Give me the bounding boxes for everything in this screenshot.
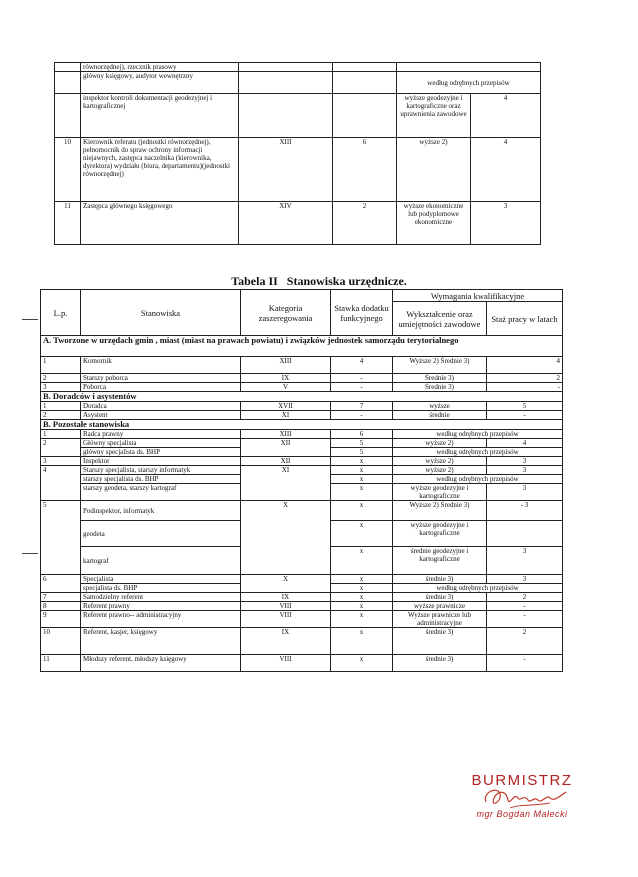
- seniority-cell: [487, 521, 563, 547]
- allowance-cell: x: [331, 521, 393, 547]
- lp-cell: 9: [41, 611, 81, 628]
- table-row: [41, 611, 563, 628]
- category-cell: IX: [241, 628, 331, 655]
- lp-cell: [55, 63, 81, 72]
- allowance-cell: 2: [333, 202, 397, 245]
- table-row: [55, 138, 541, 202]
- allowance-cell: x: [331, 655, 393, 672]
- table-row: [41, 602, 563, 611]
- position-cell: Referent, kasjer, księgowy: [81, 628, 241, 655]
- seniority-cell: 2: [487, 374, 563, 383]
- allowance-cell: x: [331, 584, 393, 593]
- margin-mark: [22, 319, 38, 320]
- section-row: [41, 336, 563, 357]
- category-cell: VIII: [241, 602, 331, 611]
- seniority-cell: 3: [487, 466, 563, 475]
- position-cell: Specjalista: [81, 575, 241, 584]
- seniority-cell: -: [487, 602, 563, 611]
- lp-cell: 11: [55, 202, 81, 245]
- position-cell: Radca prawny: [81, 430, 241, 439]
- table-row: [41, 383, 563, 392]
- section-b-label: B. Doradców i asystentów: [41, 392, 563, 402]
- seniority-cell: -: [487, 383, 563, 392]
- education-header: Wykształcenie oraz umiejętności zawodowe: [393, 302, 487, 336]
- allowance-cell: 4: [331, 357, 393, 374]
- lp-cell: 11: [41, 655, 81, 672]
- signatory-name: mgr Bogdan Małecki: [476, 809, 568, 819]
- allowance-cell: x: [331, 628, 393, 655]
- allowance-cell: x: [331, 547, 393, 575]
- position-cell: Poborca: [81, 383, 241, 392]
- category-cell: IX: [241, 374, 331, 383]
- seniority-cell: 2: [487, 628, 563, 655]
- table-row: [41, 402, 563, 411]
- table-row: [41, 411, 563, 420]
- table-row: [41, 466, 563, 475]
- education-cell: wyższe: [393, 402, 487, 411]
- position-cell: Kierownik referatu (jednostki równorzędnej), pełnomocnik do spraw ochrony informacji niejawnych, zastępca naczelnika (kierownika, dyrektora) wydziału (biura, departamentu)(jednostki równorzędnej): [81, 138, 239, 202]
- allowance-cell: 5: [331, 439, 393, 448]
- category-cell: X: [241, 501, 331, 575]
- continuation-table: [54, 62, 541, 245]
- table-row: [41, 430, 563, 439]
- positions-table: [40, 289, 563, 672]
- lp-cell: 1: [41, 402, 81, 411]
- seniority-cell: - 3: [487, 501, 563, 521]
- allowance-cell: -: [331, 383, 393, 392]
- allowance-cell: 6: [333, 138, 397, 202]
- allowance-header: Stawka dodatku funkcyjnego: [331, 290, 393, 336]
- education-cell: średnie 3): [393, 655, 487, 672]
- lp-cell: 5: [41, 501, 81, 575]
- education-cell: średnie 3): [393, 593, 487, 602]
- table-row: [41, 593, 563, 602]
- education-cell: średnie 3): [393, 628, 487, 655]
- lp-cell: 1: [41, 430, 81, 439]
- category-cell: X: [241, 575, 331, 593]
- category-cell: XVII: [241, 402, 331, 411]
- table-row: [41, 357, 563, 374]
- seniority-cell: 3: [487, 457, 563, 466]
- table-row: [41, 628, 563, 655]
- allowance-cell: 6: [331, 430, 393, 439]
- lp-cell: 2: [41, 439, 81, 457]
- lp-cell: 4: [41, 466, 81, 501]
- position-cell: główny specjalista ds. BHP: [81, 448, 241, 457]
- table-row: [55, 202, 541, 245]
- table-row: [41, 374, 563, 383]
- seniority-cell: -: [487, 411, 563, 420]
- education-cell: wyższe geodezyjne i kartograficzne: [393, 484, 487, 501]
- position-cell: główny księgowy, audytor wewnętrzny: [81, 72, 239, 94]
- position-cell: Młodszy referent, młodszy księgowy: [81, 655, 241, 672]
- allowance-cell: x: [331, 466, 393, 475]
- category-cell: XIII: [239, 138, 333, 202]
- header-row: [41, 290, 563, 302]
- category-cell: XI: [241, 411, 331, 420]
- position-cell: Starszy specjalista, starszy informatyk: [81, 466, 241, 475]
- education-cell: wyższe ekonomiczne lub podyplomowe ekonomiczne: [397, 202, 471, 245]
- lp-cell: 2: [41, 411, 81, 420]
- section-row: [41, 420, 563, 430]
- allowance-cell: x: [331, 484, 393, 501]
- allowance-cell: x: [331, 602, 393, 611]
- lp-cell: 1: [41, 357, 81, 374]
- position-cell: inspektor kontroli dokumentacji geodezyjnej i kartograficznej: [81, 94, 239, 138]
- seniority-cell: 5: [487, 402, 563, 411]
- position-cell: Zastępca głównego księgowego: [81, 202, 239, 245]
- education-cell: wyższe 2): [393, 439, 487, 448]
- margin-mark: [22, 553, 38, 554]
- category-cell: XII: [241, 439, 331, 457]
- position-cell: starszy specjalista ds. BHP: [81, 475, 241, 484]
- category-cell: IX: [241, 593, 331, 602]
- seniority-cell: 3: [487, 575, 563, 584]
- education-cell: średnie: [393, 411, 487, 420]
- table-row: [55, 72, 541, 94]
- seniority-cell: 3: [471, 202, 541, 245]
- education-cell: Średnie 3): [393, 374, 487, 383]
- lp-cell: 7: [41, 593, 81, 602]
- category-cell: XII: [241, 457, 331, 466]
- education-cell: Wyższe 2) Średnie 3): [393, 357, 487, 374]
- position-cell: Asystent: [81, 411, 241, 420]
- category-cell: XIII: [241, 357, 331, 374]
- stamp-title: BURMISTRZ: [471, 772, 573, 789]
- position-cell: specjalista ds. BHP: [81, 584, 241, 593]
- position-cell: Referent prawno-- administracyjny: [81, 611, 241, 628]
- seniority-cell: 3: [487, 484, 563, 501]
- education-cell: wyższe geodezyjne i kartograficzne oraz uprawnienia zawodowe: [397, 94, 471, 138]
- table-row: [41, 575, 563, 584]
- education-cell: według odrębnych przepisów: [393, 430, 563, 439]
- section-row: [41, 392, 563, 402]
- education-cell: według odrębnych przepisów: [393, 475, 563, 484]
- category-cell: VIII: [241, 655, 331, 672]
- education-cell: średnie 3): [393, 575, 487, 584]
- allowance-cell: x: [331, 457, 393, 466]
- education-cell: Wyższe 2) Średnie 3): [393, 501, 487, 521]
- table-row: [41, 501, 563, 521]
- position-cell: Starszy poborca: [81, 374, 241, 383]
- position-cell: Główny specjalista: [81, 439, 241, 448]
- seniority-cell: 2: [487, 593, 563, 602]
- lp-cell: 3: [41, 383, 81, 392]
- table-row: [41, 439, 563, 448]
- education-cell: według odrębnych przepisów: [393, 448, 563, 457]
- education-cell: wyższe 2): [397, 138, 471, 202]
- category-cell: XIII: [241, 430, 331, 439]
- seniority-cell: 4: [487, 357, 563, 374]
- table-row: [55, 94, 541, 138]
- table-row: [55, 63, 541, 72]
- education-cell: Wyższe prawnicze lub administracyjne: [393, 611, 487, 628]
- category-header: Kategoria zaszeregowania: [241, 290, 331, 336]
- education-cell: wyższe geodezyjne i kartograficzne: [393, 521, 487, 547]
- lp-header: L.p.: [41, 290, 81, 336]
- allowance-cell: x: [331, 475, 393, 484]
- position-cell: Podinspektor, informatyk: [81, 501, 241, 521]
- table-row: [41, 655, 563, 672]
- position-cell: geodeta: [81, 521, 241, 547]
- signature-stamp: [462, 772, 582, 819]
- lp-cell: 3: [41, 457, 81, 466]
- allowance-cell: x: [331, 575, 393, 584]
- education-cell: wyższe prawnicze: [393, 602, 487, 611]
- lp-cell: 8: [41, 602, 81, 611]
- allowance-cell: 5: [331, 448, 393, 457]
- education-cell: średnie geodezyjne i kartograficzne: [393, 547, 487, 575]
- education-cell: Średnie 3): [393, 383, 487, 392]
- handwritten-signature: [480, 784, 570, 812]
- seniority-header: Staż pracy w latach: [487, 302, 563, 336]
- education-cell: według odrębnych przepisów: [397, 72, 541, 94]
- lp-cell: 10: [41, 628, 81, 655]
- education-cell: według odrębnych przepisów: [393, 584, 563, 593]
- category-cell: V: [241, 383, 331, 392]
- position-cell: kartograf: [81, 547, 241, 575]
- position-cell: Komornik: [81, 357, 241, 374]
- education-cell: wyższe 2): [393, 466, 487, 475]
- section-c-label: B. Pozostałe stanowiska: [41, 420, 563, 430]
- lp-cell: 10: [55, 138, 81, 202]
- seniority-cell: 3: [487, 547, 563, 575]
- position-cell: Doradca: [81, 402, 241, 411]
- table-title: Tabela II Stanowiska urzędnicze.: [231, 274, 407, 288]
- lp-cell: 6: [41, 575, 81, 593]
- education-cell: wyższe 2): [393, 457, 487, 466]
- allowance-cell: x: [331, 501, 393, 521]
- position-cell: Samodzielny referent: [81, 593, 241, 602]
- lp-cell: 2: [41, 374, 81, 383]
- seniority-cell: 4: [471, 138, 541, 202]
- position-cell: równorzędnej), rzecznik prasowy: [81, 63, 239, 72]
- position-cell: starszy geodeta, starszy kartograf: [81, 484, 241, 501]
- positions-header: Stanowiska: [81, 290, 241, 336]
- seniority-cell: 4: [487, 439, 563, 448]
- category-cell: VIII: [241, 611, 331, 628]
- position-cell: Inspektor: [81, 457, 241, 466]
- category-cell: XIV: [239, 202, 333, 245]
- allowance-cell: x: [331, 611, 393, 628]
- allowance-cell: -: [331, 411, 393, 420]
- position-cell: Referent prawny: [81, 602, 241, 611]
- seniority-cell: -: [487, 611, 563, 628]
- seniority-cell: -: [487, 655, 563, 672]
- requirements-header: Wymagania kwalifikacyjne: [393, 290, 563, 302]
- section-a-label: A. Tworzone w urzędach gmin , miast (miast na prawach powiatu) i związków jednostek samorządu terytorialnego: [41, 336, 563, 357]
- seniority-cell: 4: [471, 94, 541, 138]
- table-row: [41, 457, 563, 466]
- allowance-cell: 7: [331, 402, 393, 411]
- category-cell: XI: [241, 466, 331, 501]
- allowance-cell: x: [331, 593, 393, 602]
- allowance-cell: -: [331, 374, 393, 383]
